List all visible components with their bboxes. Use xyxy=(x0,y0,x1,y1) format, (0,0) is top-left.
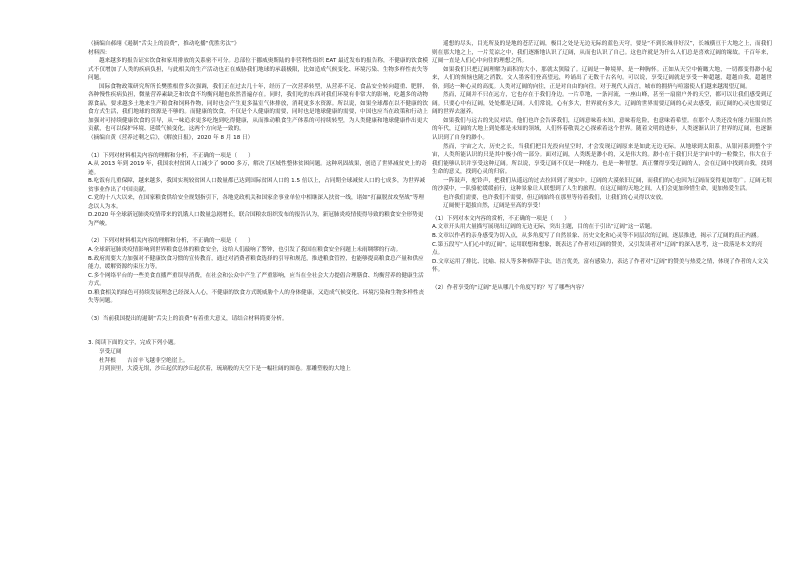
question-1-stem: （1）下列对材料相关内容的理解和分析，不正确的一项是（ ） xyxy=(88,152,254,159)
essay-paragraph-1: 遥想的尽头，目光所及的是地的苍茫辽阔，极目之处是无边无际的蓝色天穹，要是“不到长城非好汉”，长城横亘于大地之上，而我们则在那大地之上，一片荒凉之中，我们逐渐地认识了辽阔，从而也认识了自己。这也许就是为什么人们总是喜欢辽阔的缘故。千百年来，辽阔一直是人们心中向往的理想之所。 xyxy=(432,41,772,65)
poem-author: 杜拜根 吉首辛飞越非空绝崖上。 xyxy=(99,357,189,364)
poem-title: 享受辽阔 xyxy=(99,348,122,355)
right-column xyxy=(432,40,772,292)
material-four-heading: 材料四： xyxy=(88,49,111,56)
essay-paragraph-3: 然而，辽阔并不只在远方，它也存在于我们身边。一片草地，一条河流，一座山峰，甚至一扇窗户外的天空，都可以让我们感受到辽阔。只要心中有辽阔，处处都是辽阔。人们常说，心有多大，世界就有多大。辽阔的世界需要辽阔的心灵去感受，而辽阔的心灵也需要辽阔的世界去滋养。 xyxy=(432,92,772,116)
poem-line: 月到顶里，大漠无垠，沙丘起伏的沙丘起伏着，琉璃般的天空下是一幅壮阔的图卷。那雕塑般的大地上 xyxy=(99,366,351,373)
question-5-option-b: B.文章以作者的亲身感受为切入点，从多角度写了自然景象、历史文化和心灵等不同层次的辽阔，逐层推进，揭示了辽阔的真正内涵。 xyxy=(432,233,763,240)
left-column xyxy=(88,40,428,374)
question-2-option-b: B.政府需要大力加强对不健康饮食习惯的宣传教育，通过对消费者粮食选择的引导和规范，推进粮食管控，也能够提高粮食总产量和供应能力，缓解资源约束压力等。 xyxy=(88,255,424,271)
source-note-1: （摘编自郝翊《遏制“舌尖上的浪费”，推动吃播“优胜劣汰”》 xyxy=(88,41,240,47)
material-four-paragraph-1: 越来越多的报告证实饮食和家用排放的关系密不可分。总部位于挪威奥斯陆的非营利性组织 EAT 最近发布的报告称，不健康的饮食模式不仅增加了人类的疾病负担，与此相关的生产活动也正在威胁我们地球的承载极限，比如造成气候变化、环境污染、生物多样性丧失等问题。 xyxy=(88,58,428,82)
question-1-option-a: A.从 2013 年到 2019 年，我国农村贫困人口减少了 9000 多万，解决了区域性整体贫困问题。这种巩固战果，创造了世界减贫史上的奇迹。 xyxy=(88,161,427,176)
question-6-stem: （2）作者享受的“辽阔”是从哪几个角度写的？写了哪些内容？ xyxy=(432,284,587,291)
question-1-option-c: C.党的十八大以来，在国家粮食供给安全规划指引下，各地党政机关和国家企事业单位中相继深入扶贫一线，诸如“打赢脱贫攻坚战”等理念以人为本。 xyxy=(88,195,424,210)
essay-paragraph-8: 辽阔便于超拔自然，辽阔是至高的享受！ xyxy=(443,203,544,210)
question-2-option-c: C.多个网络平台的一些美食直播严重误导消费，在社会和公众中产生了严重影响，应当在全社会大力提倡合理膳食、均衡营养的健康生活方式。 xyxy=(88,272,424,288)
question-3-stem: （3）当前我国提出的遏制“舌尖上的浪费”有着重大意义，请结合材料简要分析。 xyxy=(88,315,288,322)
question-4-stem: 3. 阅读下面的文字，完成下列小题。 xyxy=(88,340,180,347)
question-2-stem: （2）下列对材料相关内容的理解和分析，不正确的一项是（ ） xyxy=(88,238,254,245)
essay-paragraph-7: 也许我们需要，也许我们不需要，但辽阔始终在那里等待着我们，让我们的心灵得以安放。 xyxy=(443,194,667,201)
question-5-option-c: C.第五段写“人们心中的辽阔”，运用联想和想象，既表达了作者对辽阔的赞美，又引发读者对“辽阔”的深入思考，这一段落是本文的亮点。 xyxy=(432,241,763,257)
essay-paragraph-5: 然而，宇宙之大，历史之长，当我们把目光投向星空时，才会发现辽阔原来是如此无边无际。从地球到太阳系，从银河系到整个宇宙，人类所能认识的只是其中极小的一部分。面对辽阔，人类既是渺小的，又是伟大的。渺小在于我们只是宇宙中的一粒微尘，伟大在于我们能够认识并享受这种辽阔。所以说，享受辽阔不仅是一种能力，也是一种智慧。真正懂得享受辽阔的人，会在辽阔中找到自我，找到生命的意义，找到心灵的归宿。 xyxy=(432,143,772,176)
essay-paragraph-6: 一阵鼓声，驼铃声，把我们从遥远的过去拉回到了现实中。辽阔的大漠依旧辽阔，而我们的心也因为辽阔而变得更加宽广。辽阔无垠的沙漠中，一队骆驼缓缓前行，这种景象让人联想到了人生的旅程。在这辽阔的天地之间，人们会更加珍惜生命，更加热爱生活。 xyxy=(432,177,772,193)
material-four-paragraph-2: 国际食物政策研究所所长樊胜根曾多次强调，我们正在过去几十年，经历了一次营养转型，从营养不足、食品安全转向超重、肥胖，各种慢性疾病负担，微量营养素缺乏和饮食不均衡问题也依然普遍存在。同时，我们吃的东西对我们环境有非常大的影响，吃越多的动物源食品，要求越多土地来生产粮食和饲料作物，同时也会产生更多温室气体排放，消耗更多水资源。所以说，如果全球都在以不健康的饮食方式生活，我们地球的资源是不够的。而健康的饮食，不仅是个人健康的需要，同时也是地球健康的需要，中国也应当在政策和行动上加强对可持续健康饮食的引导，从一味追求更多吃饱到吃得健康，从而推动粮食生产体系的可持续转型，为人类健康和地球健康作出更大贡献，也可以保护环境、延缓气候变化，这两个方向是一致的。 xyxy=(88,83,428,133)
question-5-stem: （1）下列对本文内容的赏析，不正确的一项是（ ） xyxy=(432,215,570,222)
question-5-option-d: D.文章运用了排比、比喻、拟人等多种修辞手法，语言优美，富有感染力，表达了作者对“辽阔”的赞美与热爱之情，体现了作者的人文关怀。 xyxy=(432,258,769,274)
essay-paragraph-2: 如果我们只把辽阔理解为面积的大小，那就太狭隘了。辽阔是一种境界，是一种胸怀。正如从天空中俯瞰大地，一切都变得渺小起来，人们的烦恼也随之消散。文人墨客们登高望远，吟诵出了无数千古名句。可以说，享受辽阔就是享受一种超越，超越自我，超越世俗，到达一种心灵的高度。人类对辽阔的向往，正是对自由的向往。对于现代人而言，城市的拥挤与喧嚣使人们越来越渴望辽阔。 xyxy=(432,66,772,90)
question-5-option-a: A.文章开头用大量描写展现出辽阔的无边无际，突出主题，目的在于引出“辽阔”这一话题。 xyxy=(432,224,656,231)
question-2-option-d: D.粮食相关的绿色可持续发展理念已经深入人心，不健康的饮食方式既威胁个人的身体健康，又造成气候变化、环境污染和生物多样性丧失等问题。 xyxy=(88,289,425,305)
question-1-option-b: B.吃饭有几重保障，越来越多，我国实现较贫困人口数量都已达到国际贫困人口的 1.5 倍以上，占同期全球减贫人口的七成多，为世界减贫事业作出了中国贡献。 xyxy=(88,178,425,193)
source-note-2: （摘编自黄《营养过剩之后》，《解放日报》，2020 年 8 月 18 日） xyxy=(88,135,254,142)
question-1-option-d: D.2020 年全球新冠肺炎疫情带来的饥饿人口数量急剧增长，联合国粮农组织发布的报告认为，新冠肺炎疫情使得导致的粮食安全形势更为严峻。 xyxy=(88,212,424,227)
question-2-option-a: A.全球新冠肺炎疫情影响到世界粮食总体的粮食安全，这给人们敲响了警钟，也引发了我国在粮食安全问题上未雨绸缪的行动。 xyxy=(88,247,402,254)
essay-paragraph-4: 如果我们与远古的先民对话，他们也许会告诉我们，辽阔意味着未知，意味着危险，也意味着希望。在那个人类还没有能力征服自然的年代，辽阔的大地上到处都是未知的领域，人们怀着敬畏之心探索着这个世界。随着文明的进步，人类逐渐认识了世界的辽阔，也逐渐认识到了自身的渺小。 xyxy=(432,117,772,142)
